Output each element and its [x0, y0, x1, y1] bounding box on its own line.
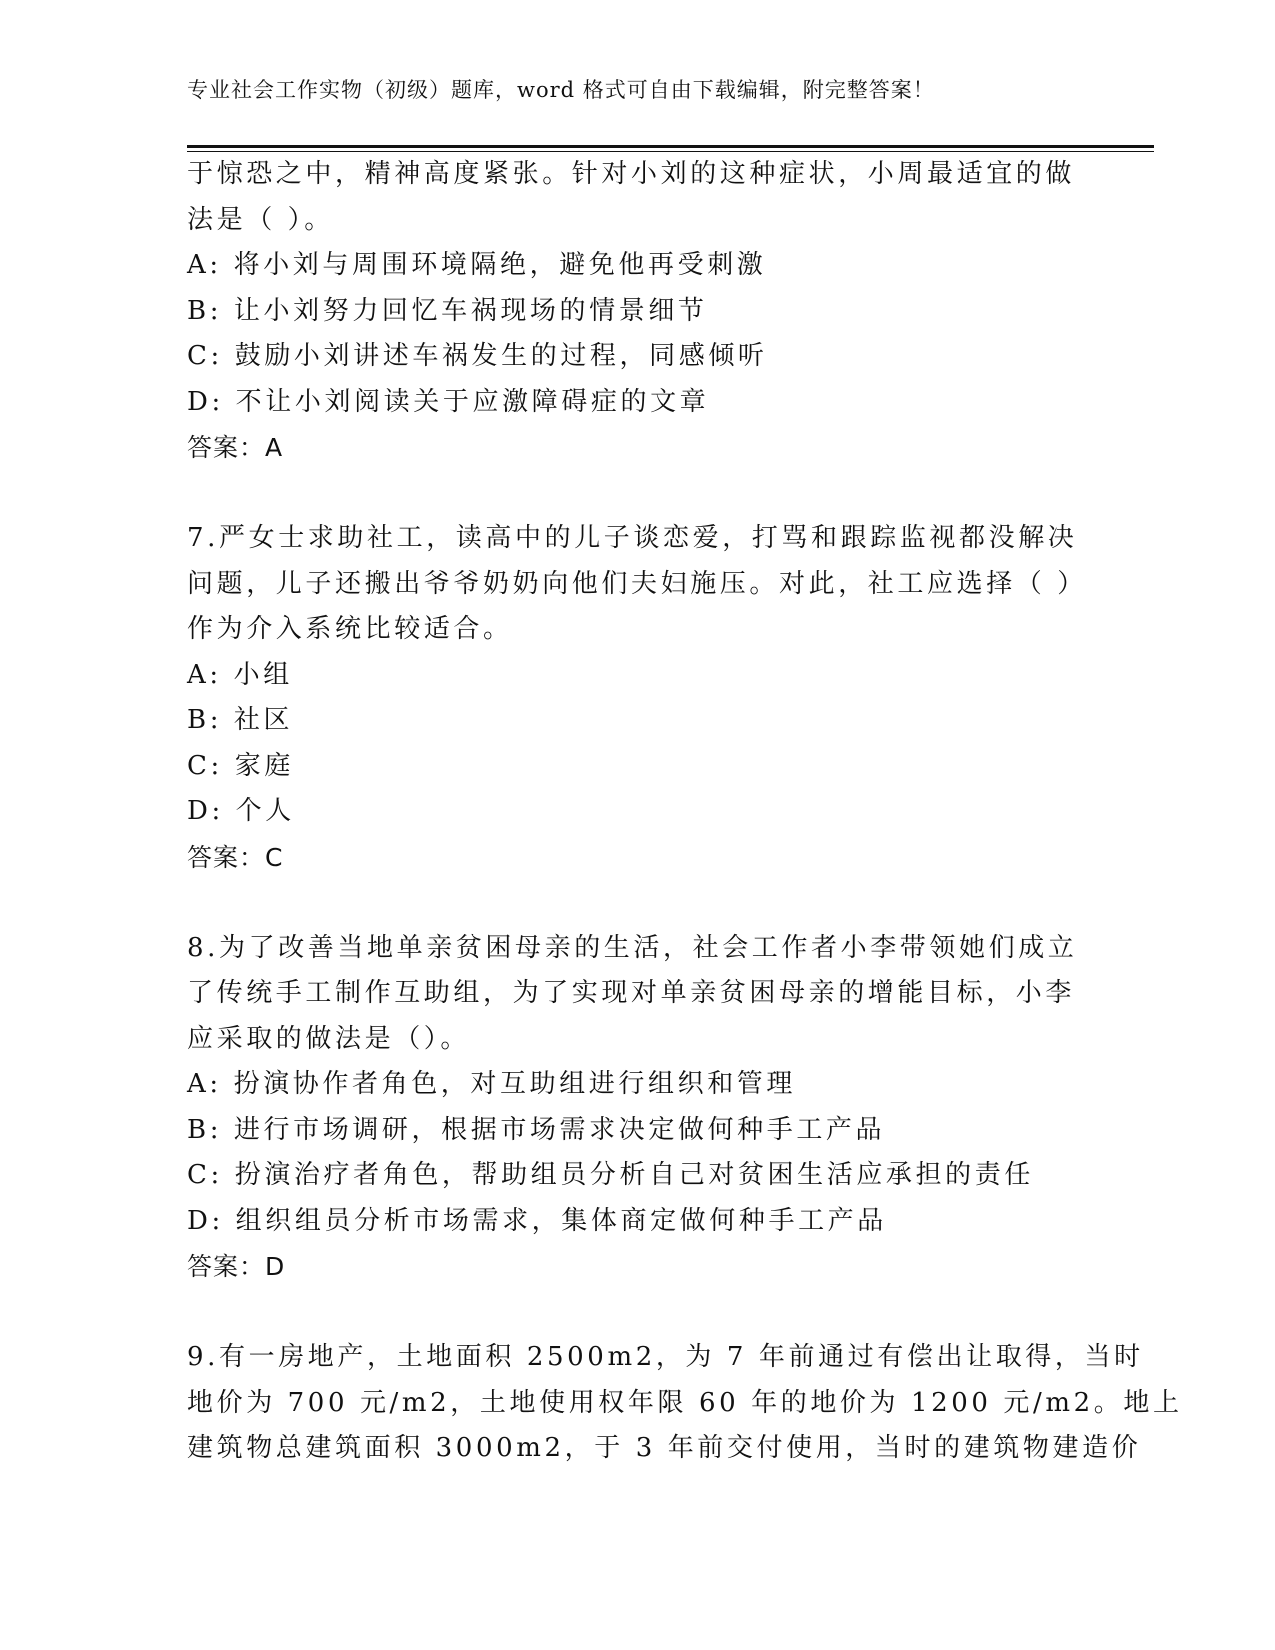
- question-stem-line: 地价为 700 元/m2，土地使用权年限 60 年的地价为 1200 元/m2。地上: [187, 1387, 1183, 1418]
- spacer: [187, 1290, 1087, 1336]
- option-a: A: 将小刘与周围环境隔绝，避免他再受刺激: [187, 250, 767, 280]
- answer-line: 答案：A: [187, 433, 284, 462]
- question-content: [187, 152, 1183, 1472]
- question-9: [187, 1335, 1183, 1472]
- question-stem-line: 法是（ ）。: [187, 204, 334, 235]
- option-c: C: 扮演治疗者角色，帮助组员分析自己对贫困生活应承担的责任: [187, 1160, 1034, 1190]
- option-d: D: 个人: [187, 796, 295, 826]
- question-stem-line: 建筑物总建筑面积 3000m2，于 3 年前交付使用，当时的建筑物建造价: [187, 1433, 1142, 1463]
- question-8: [187, 926, 1087, 1290]
- answer-line: 答案：D: [187, 1252, 286, 1281]
- answer-line: 答案：C: [187, 842, 284, 872]
- option-b: B: 进行市场调研，根据市场需求决定做何种手工产品: [187, 1114, 886, 1145]
- option-c: C: 家庭: [187, 750, 294, 781]
- question-stem-line: 问题，儿子还搬出爷爷奶奶向他们夫妇施压。对此，社工应选择（ ）: [187, 568, 1087, 599]
- option-c: C: 鼓励小刘讲述车祸发生的过程，同感倾听: [187, 341, 768, 371]
- option-b: B: 让小刘努力回忆车祸现场的情景细节: [187, 295, 708, 326]
- question-stem-line: 8.为了改善当地单亲贫困母亲的生活，社会工作者小李带领她们成立: [187, 932, 1078, 963]
- question-stem-line: 应采取的做法是（）。: [187, 1023, 471, 1054]
- option-d: D: 不让小刘阅读关于应激障碍症的文章: [187, 386, 710, 417]
- page-header: 专业社会工作实物（初级）题库，word 格式可自由下载编辑，附完整答案！: [187, 78, 935, 102]
- question-stem-line: 作为介入系统比较适合。: [187, 614, 513, 644]
- option-a: A: 小组: [187, 659, 293, 690]
- question-stem-line: 7.严女士求助社工，读高中的儿子谈恋爱，打骂和跟踪监视都没解决: [187, 523, 1078, 553]
- option-b: B: 社区: [187, 705, 294, 735]
- question-stem-line: 9.有一房地产，土地面积 2500m2，为 7 年前通过有偿出让取得，当时: [187, 1342, 1144, 1372]
- option-a: A: 扮演协作者角色，对互助组进行组织和管理: [187, 1069, 797, 1099]
- spacer: [187, 471, 1087, 517]
- question-7: [187, 516, 1087, 880]
- question-6: [187, 152, 1087, 471]
- question-stem-line: 于惊恐之中，精神高度紧张。针对小刘的这种症状，小周最适宜的做: [187, 159, 1076, 189]
- spacer: [187, 880, 1087, 926]
- question-stem-line: 了传统手工制作互助组，为了实现对单亲贫困母亲的增能目标，小李: [187, 978, 1076, 1008]
- header-rule-thick: [187, 145, 1154, 148]
- option-d: D: 组织组员分析市场需求，集体商定做何种手工产品: [187, 1205, 887, 1236]
